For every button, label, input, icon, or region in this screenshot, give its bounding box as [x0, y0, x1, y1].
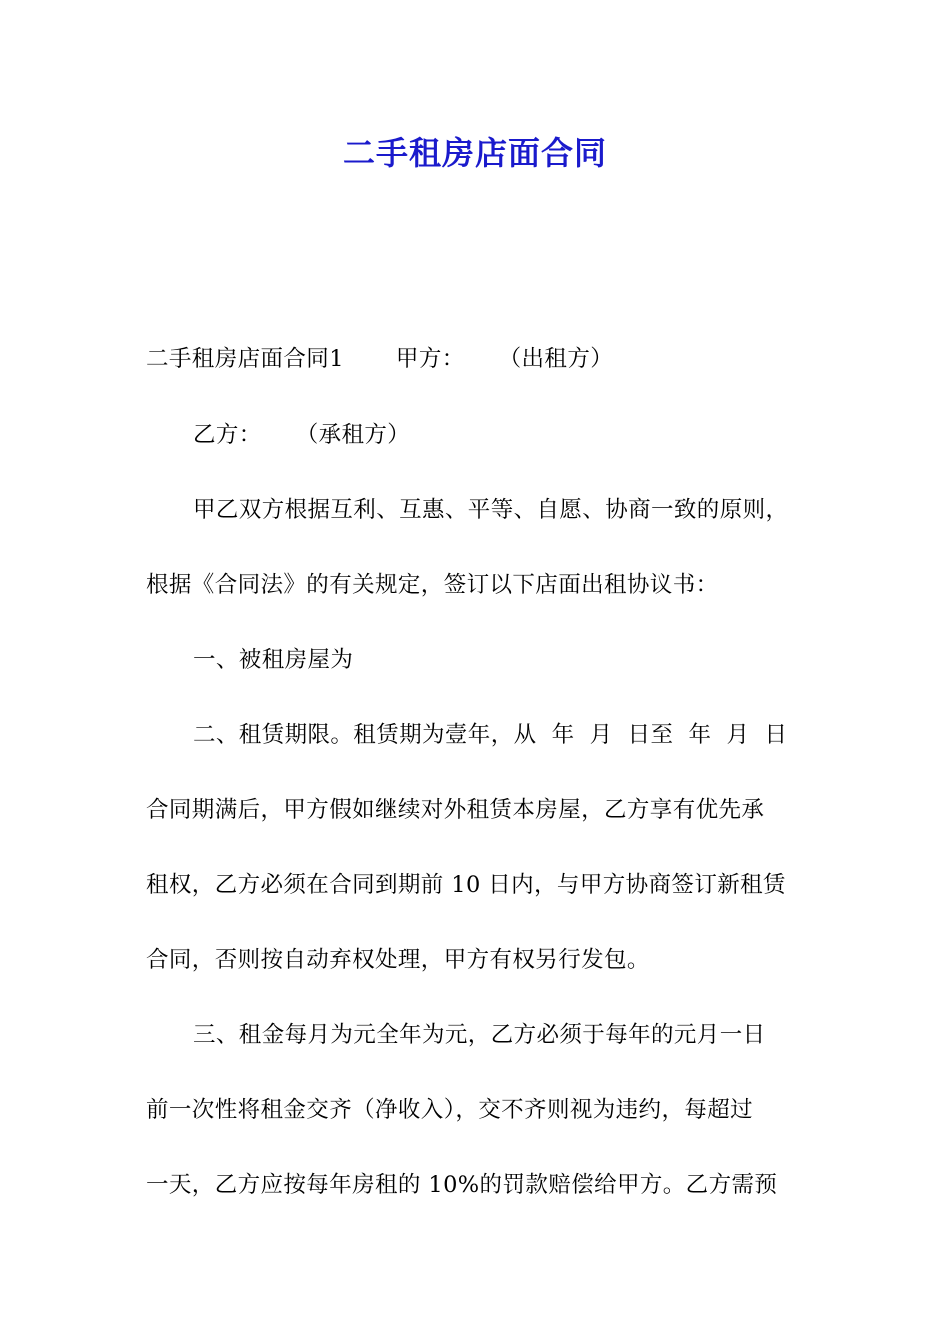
paragraph-line: 租权，乙方必须在合同到期前 10 日内，与甲方协商签订新租赁 [146, 872, 786, 898]
party-a-label: 甲方： [395, 346, 465, 372]
heading-line [146, 344, 613, 374]
paragraph-line: 合同，否则按自动弃权处理，甲方有权另行发包。 [146, 947, 650, 973]
party-b-role: （承租方） [295, 422, 411, 448]
contract-label: 二手租房店面合同1 [146, 346, 344, 372]
clause-three: 三、租金每月为元全年为元，乙方必须于每年的元月一日 [193, 1022, 766, 1048]
party-a-role: （出租方） [498, 346, 614, 372]
paragraph-line: 甲乙双方根据互利、互惠、平等、自愿、协商一致的原则， [193, 497, 789, 523]
paragraph-line: 合同期满后，甲方假如继续对外租赁本房屋，乙方享有优先承 [146, 797, 765, 823]
clause-one: 一、被租房屋为 [193, 647, 354, 673]
party-b-label: 乙方： [193, 422, 262, 448]
document-title: 二手租房店面合同 [342, 134, 607, 172]
paragraph-line: 前一次性将租金交齐（净收入），交不齐则视为违约，每超过 [146, 1097, 754, 1123]
party-b-line [193, 420, 410, 450]
paragraph-line: 一天，乙方应按每年房租的 10%的罚款赔偿给甲方。乙方需预 [146, 1172, 778, 1198]
clause-two: 二、租赁期限。租赁期为壹年，从 年 月 日至 年 月 日 [193, 722, 788, 748]
paragraph-line: 根据《合同法》的有关规定，签订以下店面出租协议书： [146, 572, 719, 598]
